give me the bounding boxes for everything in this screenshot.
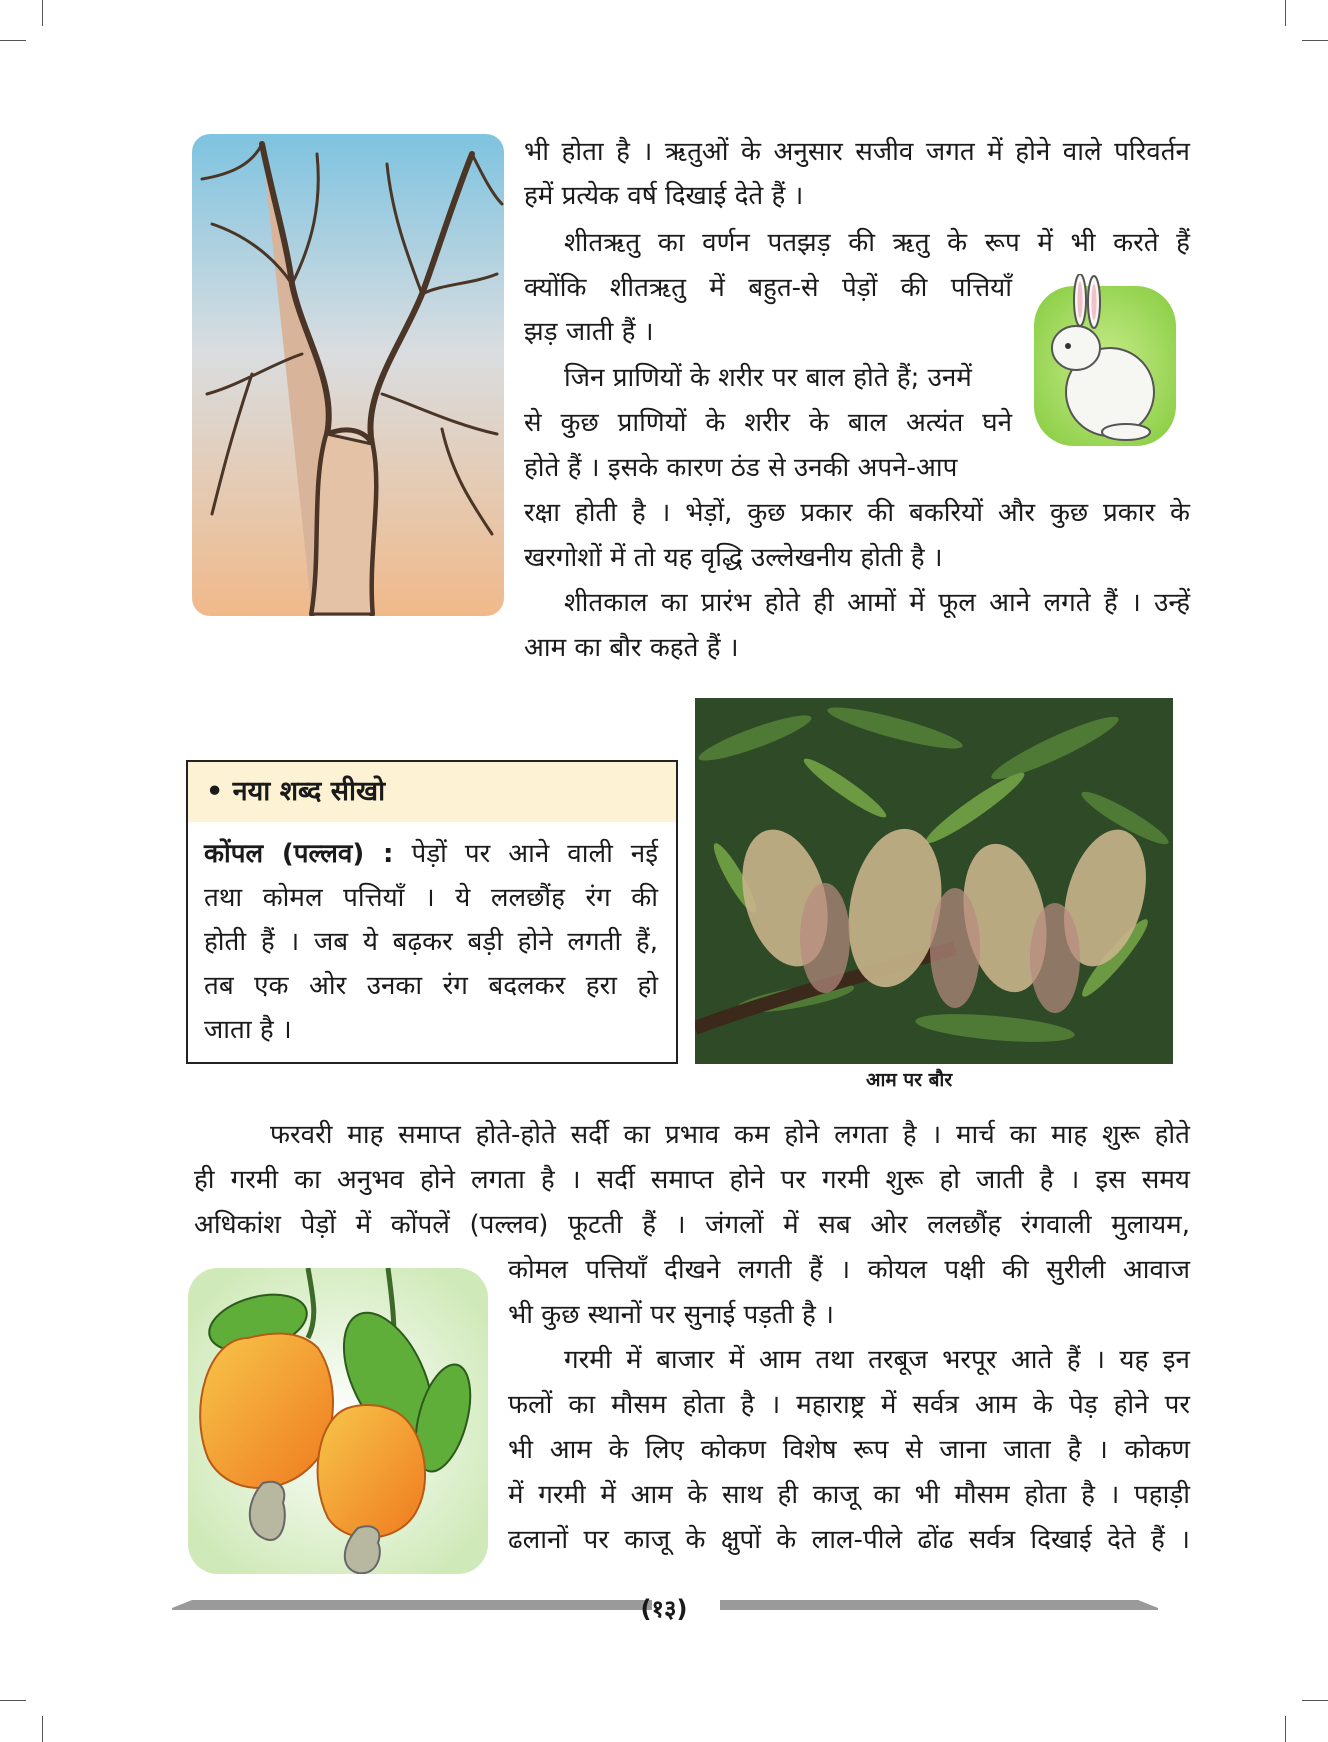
crop-mark <box>42 1716 43 1742</box>
new-word-definition-line: जाता है । <box>204 1015 292 1045</box>
photo-caption: आम पर बौर <box>866 1069 953 1091</box>
paragraph-line: भी कुछ स्थानों पर सुनाई पड़ती है । <box>508 1300 834 1330</box>
cashew-fruit-illustration <box>188 1268 488 1574</box>
paragraph-line: झड़ जाती हैं । <box>524 317 654 347</box>
paragraph-line: होते हैं । इसके कारण ठंड से उनकी अपने-आप <box>524 453 958 483</box>
mango-blossom-photo <box>695 698 1173 1064</box>
paragraph-line: भी आम के लिए कोकण विशेष रूप से जाना जाता है । कोकण <box>508 1435 1190 1465</box>
paragraph-line: गरमी में बाजार में आम तथा तरबूज भरपूर आते हैं । यह इन <box>564 1345 1190 1375</box>
paragraph-line: रक्षा होती है । भेड़ों, कुछ प्रकार की बकरियों और कुछ प्रकार के <box>524 498 1190 528</box>
paragraph-line: क्योंकि शीतऋतु में बहुत-से पेड़ों की पत्तियाँ <box>524 273 1012 303</box>
paragraph-line: हमें प्रत्येक वर्ष दिखाई देते हैं । <box>524 181 804 211</box>
page-number: (१३) <box>640 1595 688 1623</box>
paragraph-line: आम का बौर कहते हैं । <box>524 633 739 663</box>
crop-mark <box>1285 1716 1286 1742</box>
crop-mark <box>1302 1700 1328 1701</box>
crop-mark <box>1285 0 1286 26</box>
paragraph-line: फरवरी माह समाप्त होते-होते सर्दी का प्रभाव कम होने लगता है । मार्च का माह शुरू होते <box>270 1120 1190 1150</box>
paragraph-line: फलों का मौसम होता है । महाराष्ट्र में सर्वत्र आम के पेड़ होने पर <box>508 1390 1190 1420</box>
new-word-box-title: • नया शब्द सीखो <box>206 776 386 807</box>
crop-mark <box>0 40 26 41</box>
paragraph-line: अधिकांश पेड़ों में कोंपलें (पल्लव) फूटती हैं । जंगलों में सब ओर ललछौंह रंगवाली मुलायम, <box>194 1210 1190 1240</box>
paragraph-line: से कुछ प्राणियों के शरीर के बाल अत्यंत घने <box>524 408 1012 438</box>
paragraph-line: शीतऋतु का वर्णन पतझड़ की ऋतु के रूप में भी करते हैं <box>564 228 1190 258</box>
paragraph-line: ही गरमी का अनुभव होने लगता है । सर्दी समाप्त होने पर गरमी शुरू हो जाती है । इस समय <box>194 1165 1190 1195</box>
bare-tree-illustration <box>192 134 504 616</box>
paragraph-line: ढलानों पर काजू के क्षुपों के लाल-पीले ढोंढ सर्वत्र दिखाई देते हैं । <box>508 1525 1190 1555</box>
paragraph-line: में गरमी में आम के साथ ही काजू का भी मौसम होता है । पहाड़ी <box>508 1480 1190 1510</box>
crop-mark <box>1302 40 1328 41</box>
new-word-definition-line: होती हैं । जब ये बढ़कर बड़ी होने लगती हैं, <box>204 927 658 957</box>
paragraph-line: कोमल पत्तियाँ दीखने लगती हैं । कोयल पक्षी की सुरीली आवाज <box>508 1255 1190 1285</box>
new-word-term: कोंपल (पल्लव) : <box>204 839 394 869</box>
new-word-definition-line: तथा कोमल पत्तियाँ । ये ललछौंह रंग की <box>204 883 658 913</box>
crop-mark <box>0 1700 26 1701</box>
paragraph-line: खरगोशों में तो यह वृद्धि उल्लेखनीय होती है । <box>524 543 943 573</box>
paragraph-line: भी होता है । ऋतुओं के अनुसार सजीव जगत में होने वाले परिवर्तन <box>524 137 1190 167</box>
crop-mark <box>42 0 43 26</box>
new-word-box <box>186 760 678 1064</box>
new-word-definition-line: तब एक ओर उनका रंग बदलकर हरा हो <box>204 971 658 1001</box>
new-word-definition-line: कोंपल (पल्लव) : पेड़ों पर आने वाली नई <box>204 839 659 869</box>
rabbit-illustration <box>1030 274 1180 450</box>
paragraph-line: जिन प्राणियों के शरीर पर बाल होते हैं; उनमें <box>564 363 972 393</box>
new-word-box-header <box>188 762 676 822</box>
paragraph-line: शीतकाल का प्रारंभ होते ही आमों में फूल आने लगते हैं । उन्हें <box>564 588 1190 618</box>
